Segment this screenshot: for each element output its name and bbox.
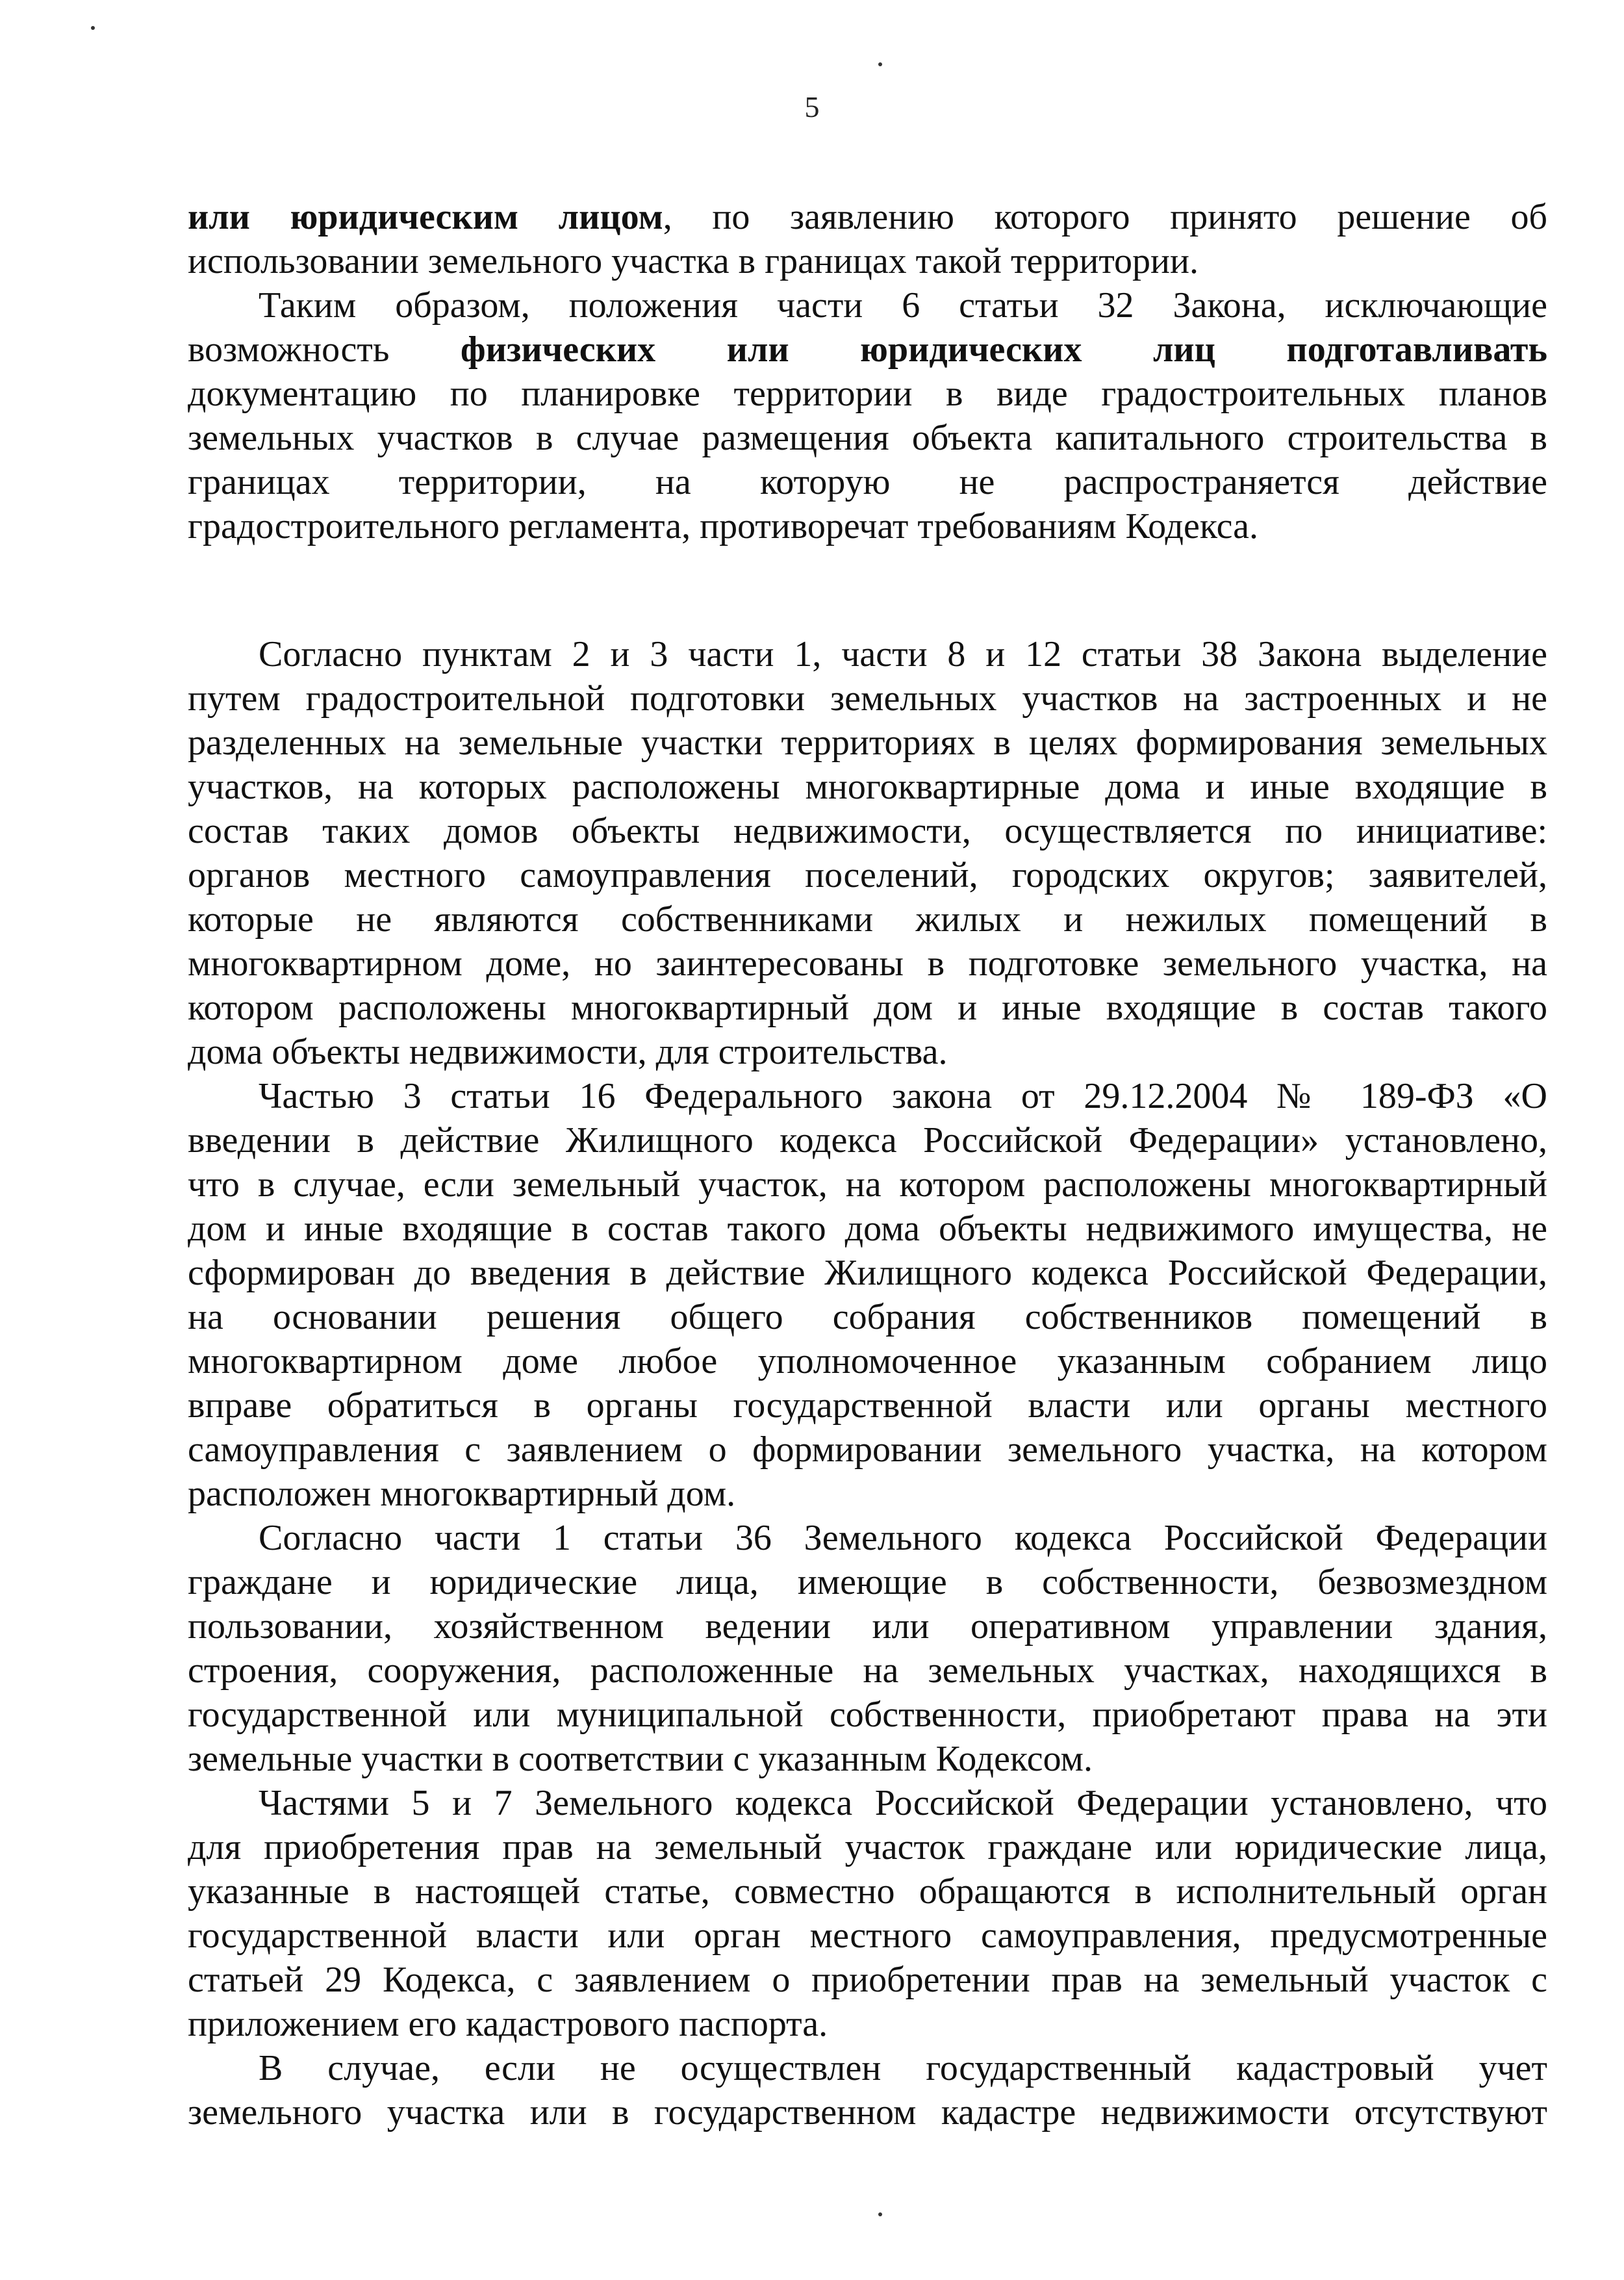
- text-run: Согласно пунктам 2 и 3 части 1, части 8 и 12 статьи 38 Закона выделение: [259, 634, 1547, 674]
- text-run: для приобретения прав на земельный участок граждане или юридические лица,: [188, 1827, 1547, 1867]
- text-line: [188, 195, 1547, 239]
- text-line: [188, 2090, 1547, 2134]
- scan-speck: [878, 62, 882, 66]
- text-line: [188, 1693, 1547, 1737]
- text-line: [188, 1428, 1547, 1472]
- text-line: [188, 1118, 1547, 1162]
- text-line: [188, 853, 1547, 897]
- text-run: граждане и юридические лица, имеющие в собственности, безвозмездном: [188, 1562, 1547, 1602]
- text-line: [188, 1958, 1547, 2002]
- text-line: [188, 1869, 1547, 1914]
- text-run: органов местного самоуправления поселений, городских округов; заявителей,: [188, 855, 1547, 895]
- text-line: [188, 765, 1547, 809]
- text-run: Частями 5 и 7 Земельного кодекса Российской Федерации установлено, что: [259, 1783, 1547, 1823]
- text-run: состав таких домов объекты недвижимости, осуществляется по инициативе:: [188, 811, 1547, 851]
- text-run: земельные участки в соответствии с указанным Кодексом.: [188, 1739, 1093, 1779]
- text-line: [188, 1030, 1547, 1074]
- text-line: [188, 239, 1547, 283]
- text-line: [259, 283, 1547, 327]
- text-line: [188, 372, 1547, 416]
- text-run: градостроительного регламента, противоречат требованиям Кодекса.: [188, 506, 1259, 546]
- text-line: [188, 897, 1547, 941]
- text-run: на основании решения общего собрания собственников помещений в: [188, 1297, 1547, 1337]
- text-line: [188, 1472, 1547, 1516]
- text-line: [188, 1604, 1547, 1648]
- text-line: [188, 1825, 1547, 1869]
- text-run: котором расположены многоквартирный дом и иные входящие в состав такого: [188, 988, 1547, 1028]
- text-run: государственной власти или орган местного самоуправления, предусмотренные: [188, 1915, 1547, 1956]
- text-line: [188, 676, 1547, 721]
- text-run: земельных участков в случае размещения объекта капитального строительства в: [188, 418, 1547, 458]
- text-run: дома объекты недвижимости, для строительства.: [188, 1032, 948, 1072]
- text-line: [188, 504, 1547, 548]
- page-number: 5: [804, 90, 820, 123]
- text-run: самоуправления с заявлением о формировании земельного участка, на котором: [188, 1429, 1547, 1470]
- text-line: [259, 632, 1547, 676]
- text-line: [188, 1295, 1547, 1339]
- text-line: [188, 1914, 1547, 1958]
- text-line: [188, 1560, 1547, 1604]
- text-line: [188, 460, 1547, 504]
- text-line: [188, 1648, 1547, 1693]
- text-line: [259, 2046, 1547, 2090]
- text-run: документацию по планировке территории в виде градостроительных планов: [188, 374, 1547, 414]
- text-line: [188, 1383, 1547, 1428]
- text-run: вправе обратиться в органы государственной власти или органы местного: [188, 1385, 1547, 1426]
- text-line: [188, 1162, 1547, 1207]
- text-run: строения, сооружения, расположенные на земельных участках, находящихся в: [188, 1650, 1547, 1691]
- bold-text: или юридическим лицом: [188, 197, 663, 237]
- text-line: [188, 809, 1547, 853]
- text-run: участков, на которых расположены многоквартирные дома и иные входящие в: [188, 767, 1547, 807]
- text-run: разделенных на земельные участки территориях в целях формирования земельных: [188, 723, 1547, 763]
- text-run: В случае, если не осуществлен государственный кадастровый учет: [259, 2048, 1547, 2088]
- text-line: [188, 2002, 1547, 2046]
- text-run: которые не являются собственниками жилых и нежилых помещений в: [188, 899, 1547, 940]
- scan-speck: [91, 26, 95, 30]
- text-run: статьей 29 Кодекса, с заявлением о приобретении прав на земельный участок с: [188, 1960, 1547, 2000]
- text-line: [259, 1516, 1547, 1560]
- text-run: многоквартирном доме, но заинтересованы в подготовке земельного участка, на: [188, 943, 1547, 984]
- text-line: [188, 1339, 1547, 1383]
- text-run: государственной или муниципальной собственности, приобретают права на эти: [188, 1695, 1547, 1735]
- text-run: дом и иные входящие в состав такого дома объекты недвижимого имущества, не: [188, 1209, 1547, 1249]
- text-run: расположен многоквартирный дом.: [188, 1474, 736, 1514]
- text-run: введении в действие Жилищного кодекса Российской Федерации» установлено,: [188, 1120, 1547, 1160]
- text-run: Согласно части 1 статьи 36 Земельного кодекса Российской Федерации: [259, 1518, 1547, 1558]
- text-line: [188, 721, 1547, 765]
- text-run: приложением его кадастрового паспорта.: [188, 2004, 828, 2044]
- text-line: [188, 986, 1547, 1030]
- text-run: сформирован до введения в действие Жилищного кодекса Российской Федерации,: [188, 1253, 1547, 1293]
- text-run: многоквартирном доме любое уполномоченное указанным собранием лицо: [188, 1341, 1547, 1381]
- text-line: [259, 1074, 1547, 1118]
- text-line: [259, 1781, 1547, 1825]
- text-line: [188, 327, 1547, 372]
- text-run: , по заявлению которого принято решение об: [663, 197, 1547, 237]
- text-run: что в случае, если земельный участок, на котором расположены многоквартирный: [188, 1164, 1547, 1205]
- text-run: Таким образом, положения части 6 статьи 32 Закона, исключающие: [259, 285, 1547, 326]
- text-run: границах территории, на которую не распространяется действие: [188, 462, 1547, 502]
- text-line: [188, 1737, 1547, 1781]
- scan-speck: [878, 2212, 882, 2216]
- text-run: Частью 3 статьи 16 Федерального закона от 29.12.2004 № 189-ФЗ «О: [259, 1076, 1547, 1116]
- text-run: возможность: [188, 329, 461, 370]
- text-line: [188, 1251, 1547, 1295]
- text-line: [188, 416, 1547, 460]
- text-line: [188, 941, 1547, 986]
- text-run: указанные в настоящей статье, совместно обращаются в исполнительный орган: [188, 1871, 1547, 1912]
- text-run: использовании земельного участка в границах такой территории.: [188, 241, 1199, 281]
- text-run: пользовании, хозяйственном ведении или оперативном управлении здания,: [188, 1606, 1547, 1646]
- text-line: [188, 1207, 1547, 1251]
- text-run: путем градостроительной подготовки земельных участков на застроенных и не: [188, 678, 1547, 719]
- bold-text: физических или юридических лиц подготавливать: [460, 329, 1547, 370]
- text-run: земельного участка или в государственном кадастре недвижимости отсутствуют: [188, 2092, 1547, 2133]
